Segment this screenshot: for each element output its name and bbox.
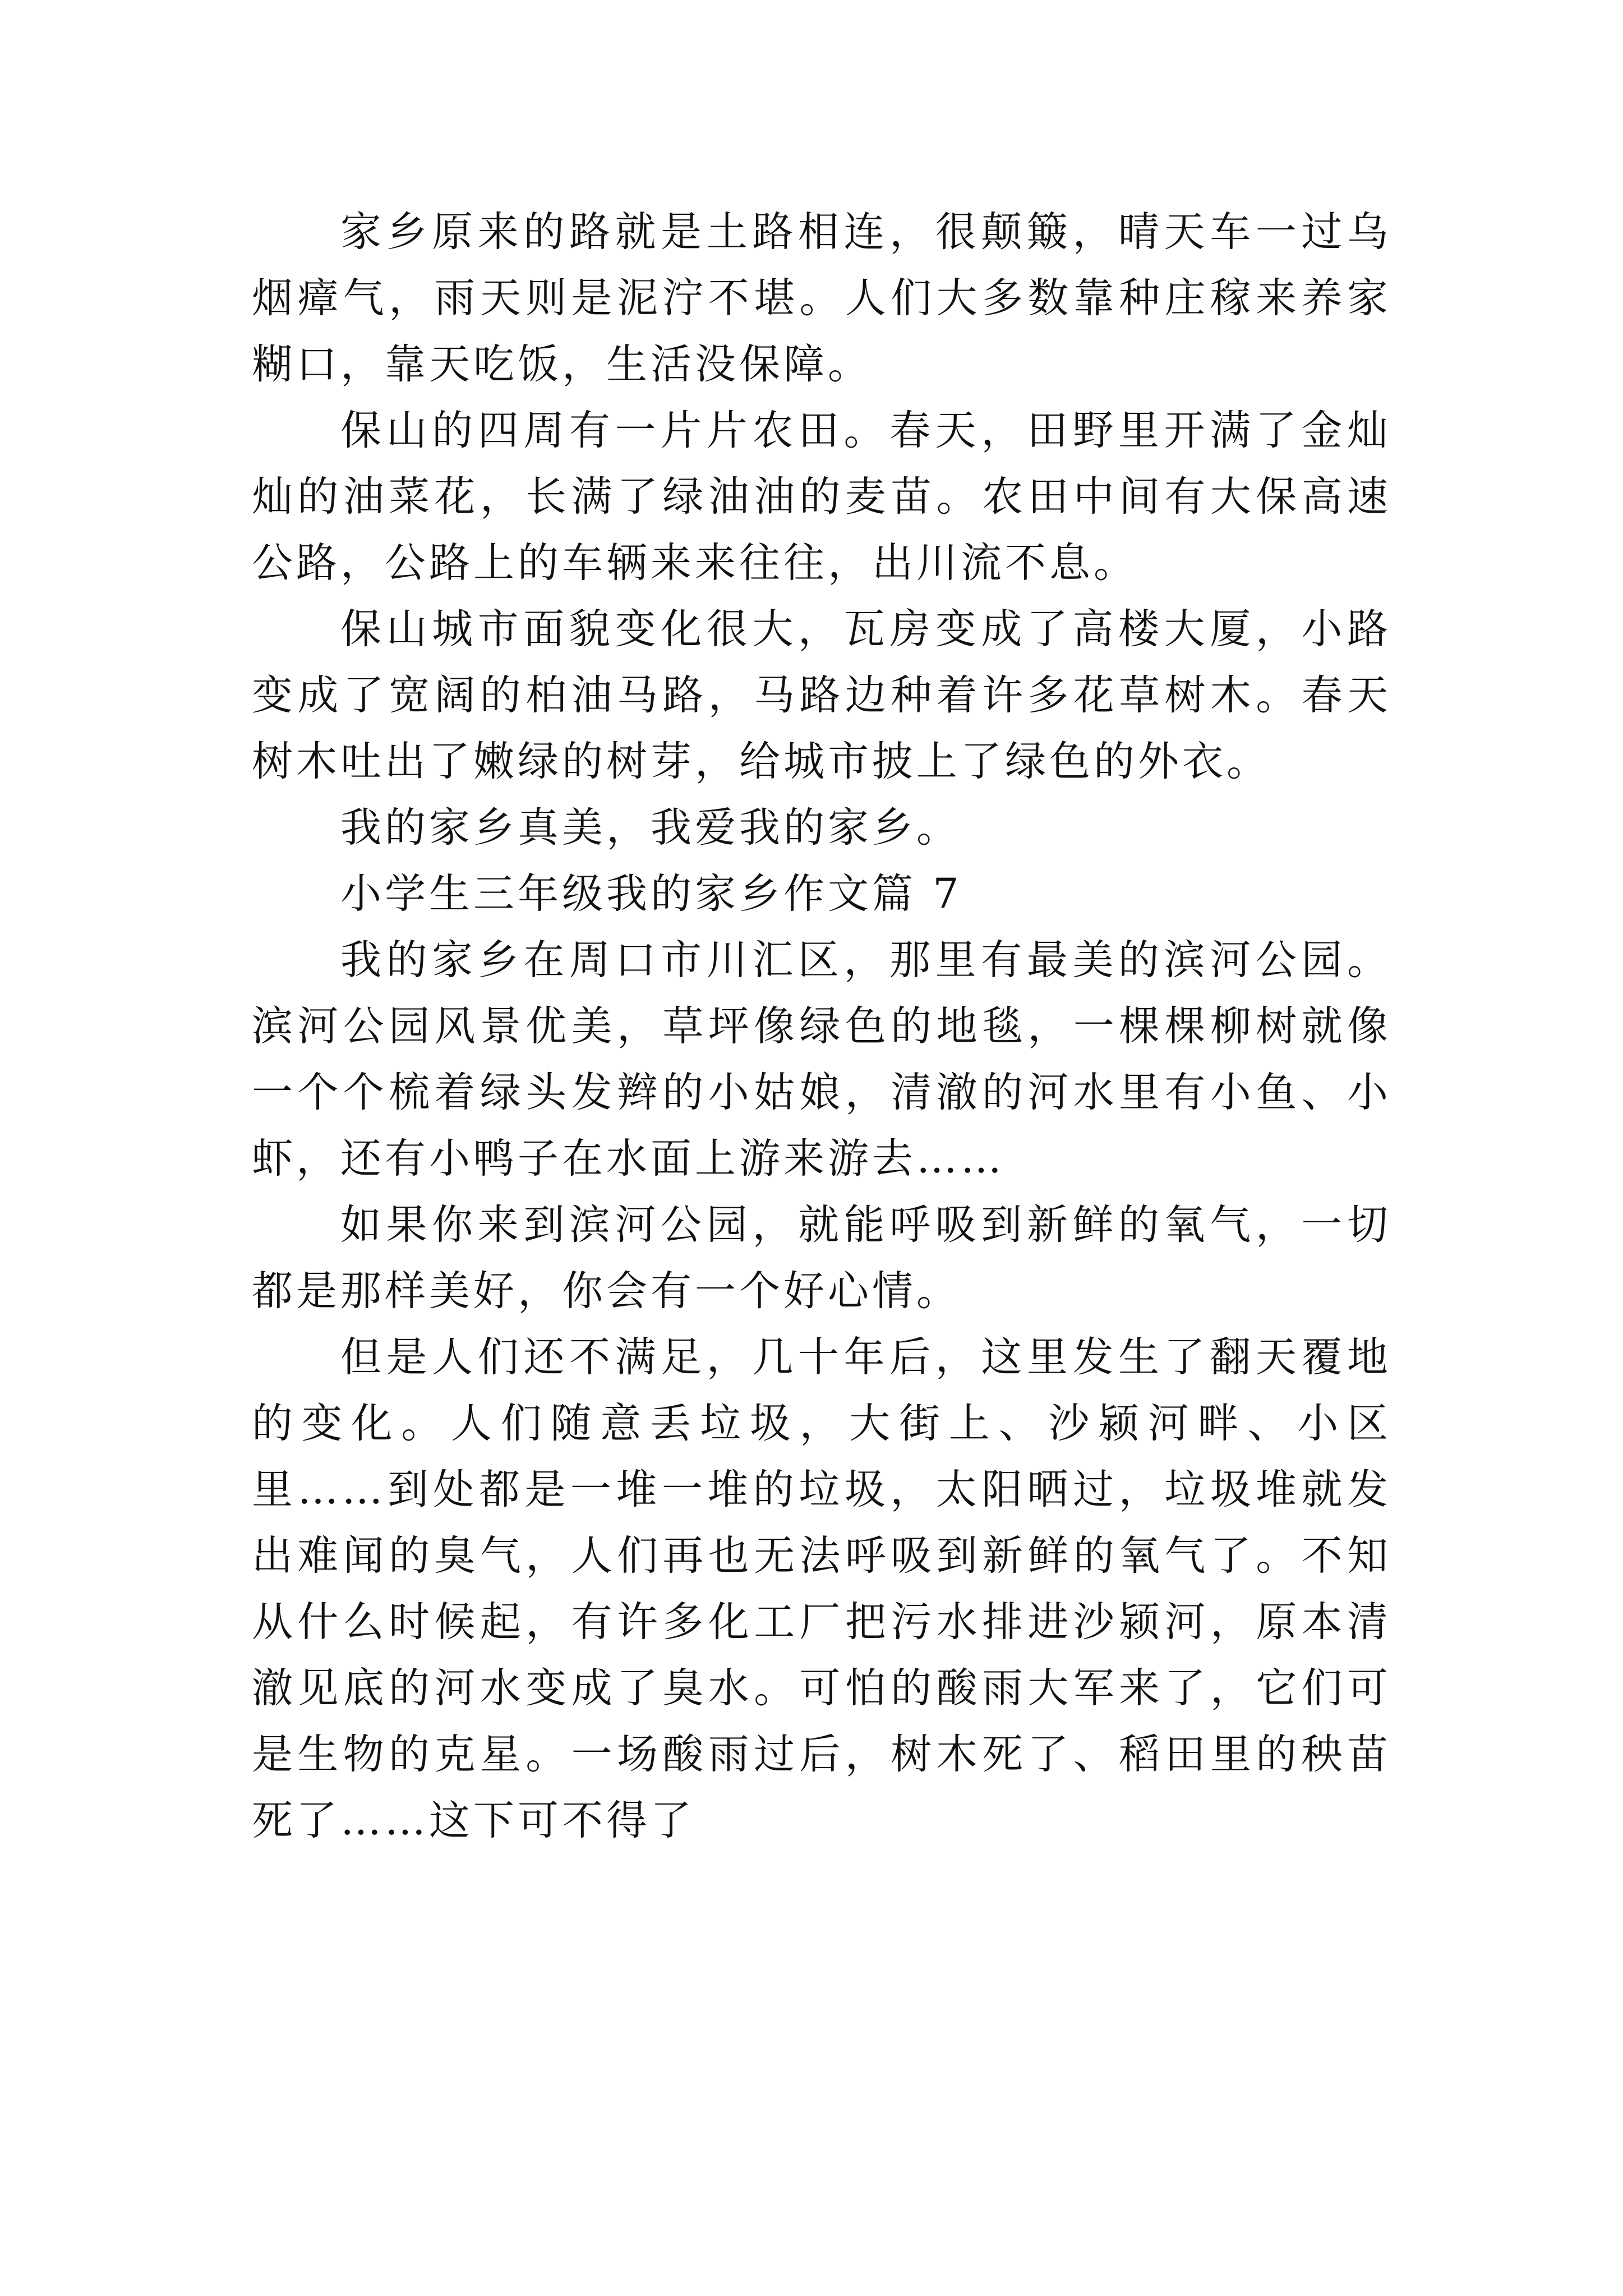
section-title: 小学生三年级我的家乡作文篇 7 xyxy=(340,870,962,918)
paragraph-city-change: 保山城市面貌变化很大，瓦房变成了高楼大厦，小路变成了宽阔的柏油马路，马路边种着许多花草树木。春天树木吐出了嫩绿的树芽，给城市披上了绿色的外衣。 xyxy=(252,605,1391,785)
paragraph-fresh-air: 如果你来到滨河公园，就能呼吸到新鲜的氧气，一切都是那样美好，你会有一个好心情。 xyxy=(252,1201,1391,1315)
document-body xyxy=(252,199,1391,1854)
paragraph-farmland: 保山的四周有一片片农田。春天，田野里开满了金灿灿的油菜花，长满了绿油油的麦苗。农田中间有大保高速公路，公路上的车辆来来往往，出川流不息。 xyxy=(252,407,1391,587)
paragraph-road-history: 家乡原来的路就是土路相连，很颠簸，晴天车一过乌烟瘴气，雨天则是泥泞不堪。人们大多数靠种庄稼来养家糊口，靠天吃饭，生活没保障。 xyxy=(252,208,1391,388)
paragraph-pollution: 但是人们还不满足，几十年后，这里发生了翻天覆地的变化。人们随意丢垃圾，大街上、沙颍河畔、小区里……到处都是一堆一堆的垃圾，太阳晒过，垃圾堆就发出难闻的臭气，人们再也无法呼吸到新鲜的氧气了。不知从什么时候起，有许多化工厂把污水排进沙颍河，原本清澈见底的河水变成了臭水。可怕的酸雨大军来了，它们可是生物的克星。一场酸雨过后，树木死了、稻田里的秧苗死了……这下可不得了 xyxy=(252,1333,1391,1844)
paragraph-binhe-park: 我的家乡在周口市川汇区，那里有最美的滨河公园。滨河公园风景优美，草坪像绿色的地毯，一棵棵柳树就像一个个梳着绿头发辫的小姑娘，清澈的河水里有小鱼、小虾，还有小鸭子在水面上游来游去…… xyxy=(252,936,1391,1182)
paragraph-love-hometown: 我的家乡真美，我爱我的家乡。 xyxy=(340,804,961,852)
